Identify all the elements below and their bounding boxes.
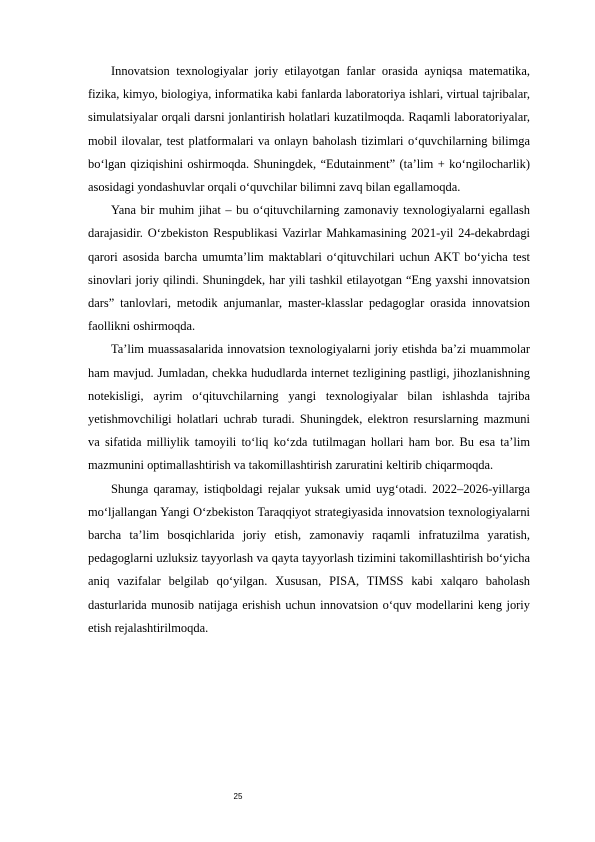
paragraph: Shunga qaramay, istiqboldagi rejalar yuksak umid uyg‘otadi. 2022–2026-yillarga mo‘ljallangan Yangi O‘zbekiston Taraqqiyot strategiyasida innovatsion texnologiyalarni barcha ta’lim bosqichlarida joriy etish, zamonaviy raqamli infratuzilma yaratish, pedagoglarni uzluksiz tayyorlash va qayta tayyorlash tizimini takomillashtirish bo‘yicha aniq vazifalar belgilab qo‘yilgan. Xususan, PISA, TIMSS kabi xalqaro baholash dasturlarida munosib natijaga erishish uchun innovatsion o‘quv modellarini keng joriy etish rejalashtirilmoqda. [88, 481, 530, 635]
paragraph: Innovatsion texnologiyalar joriy etilayotgan fanlar orasida ayniqsa matematika, fizika, kimyo, biologiya, informatika kabi fanlarda laboratoriya ishlari, virtual tajribalar, simulatsiyalar orqali darsni jonlantirish holatlari kuzatilmoqda. Raqamli laboratoriyalar, mobil ilovalar, test platformalari va onlayn baholash tizimlari o‘quvchilarning bilimga bo‘lgan qiziqishini oshirmoqda. Shuningdek, “Edutainment” (ta’lim + ko‘ngilocharlik) asosidagi yondashuvlar orqali o‘quvchilar bilimni zavq bilan egallamoqda. [88, 64, 530, 195]
page-number: 25 [233, 792, 243, 801]
paragraph: Ta’lim muassasalarida innovatsion texnologiyalarni joriy etishda ba’zi muammolar ham mavjud. Jumladan, chekka hududlarda internet tezligining pastligi, jihozlanishning notekisligi, ayrim o‘qituvchilarning yangi texnologiyalar bilan ishlashda tajriba yetishmovchiligi holatlari uchrab turadi. Shuningdek, elektron resurslarning mazmuni va sifatida milliylik tamoyili to‘liq ko‘zda tutilmagan hollari ham bor. Bu esa ta’lim mazmunini optimallashtirish va takomillashtirish zaruratini keltirib chiqarmoqda. [88, 342, 530, 473]
paragraph: Yana bir muhim jihat – bu o‘qituvchilarning zamonaviy texnologiyalarni egallash darajasidir. O‘zbekiston Respublikasi Vazirlar Mahkamasining 2021-yil 24-dekabrdagi qarori asosida barcha umumta’lim maktablari o‘qituvchilari uchun AKT bo‘yicha test sinovlari joriy qilindi. Shuningdek, har yili tashkil etilayotgan “Eng yaxshi innovatsion dars” tanlovlari, metodik anjumanlar, master-klasslar pedagoglar orasida innovatsion faollikni oshirmoqda. [88, 203, 530, 334]
body-text [88, 60, 530, 640]
